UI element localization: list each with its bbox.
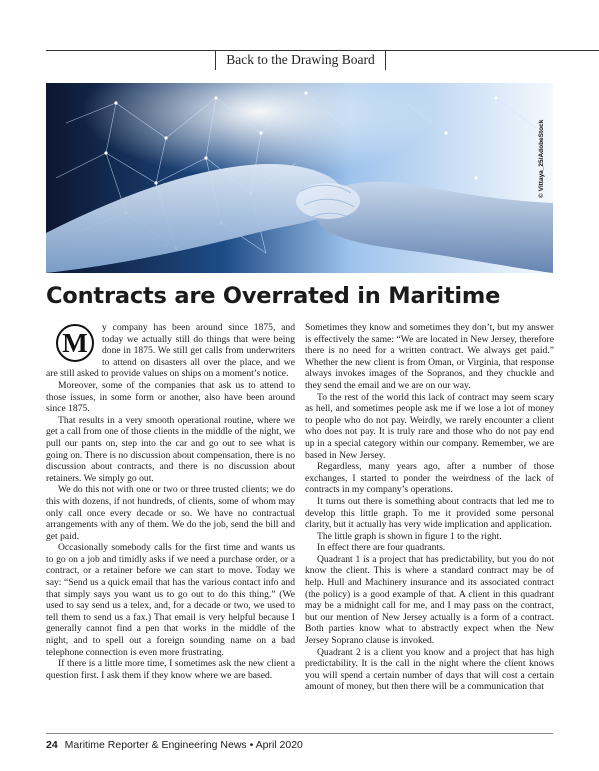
handshake-illustration [46,83,553,273]
page-footer [46,739,303,751]
footer-rule [46,733,553,734]
paragraph: That results in a very smooth operational routine, where we get a call from one of those clients in the middle of the night, we pull our pants on, step into the car and go out to see what is going on. There is no discussion about compensation, there is no discussion about contracts, and there is no discussion about retainers. We simply go out. [46,414,295,484]
photo-credit: © Vittaya_25/AdobeStock [538,119,545,198]
paragraph: We do this not with one or two or three trusted clients; we do this with dozens, if not hundreds, of clients, some of whom may only call once every decade or so. We have no contractual arrangements with any of them. We do the job, send the bill and get paid. [46,484,295,542]
page-number: 24 [46,739,58,751]
paragraph: To the rest of the world this lack of contract may seem scary as hell, and sometimes people ask me if we lose a lot of money to people who do not pay. Weirdly, we rarely encounter a client who does not pay. It is truly rare and those who do not pay end up in a special category within our company. Remember, we are based in New Jersey. [305,391,554,461]
paragraph: It turns out there is something about contracts that led me to develop this little graph. To me it provided some personal clarity, but it actually has very wide implication and application. [305,495,554,531]
handshake-image [46,83,553,273]
paragraph: Occasionally somebody calls for the first time and wants us to go on a job and timidly asks if we need a purchase order, or a contract, or a retainer before we can start to move. Today we say: “Send us a quick email that has the various contact info and that simply says you want us to go out to do this thing.” (We used to say send us a telex, and, for a decade or two, we used to tell them to send us a fax.) That email is very helpful because I generally cannot find a pen that works in the middle of the night, and to spell out a foreign sounding name on a bad telephone connection is even more frustrating. [46,542,295,658]
article-title: Contracts are Overrated in Maritime [46,283,501,309]
paragraph: y company has been around since 1875, and today we actually still do things that were being done in 1875. We still get calls from underwriters to attend on disasters all over the place, and we are still asked to provide values on ships on a moment’s notice. [46,322,295,380]
article-column-right [305,322,554,693]
paragraph: Quadrant 1 is a project that has predictability, but you do not know the client. This is where a standard contract may be of help. Hull and Machinery insurance and its associated contract (the policy) is a good example of that. A client in this quadrant may be a midnight call for me, and I may pass on the contract, but our mention of New Jersey actually is a form of a contract. Both parties know what to abstractly expect when the New Jersey Soprano clause is invoked. [305,553,554,647]
section-label: Back to the Drawing Board [215,50,386,70]
paragraph: Regardless, many years ago, after a number of those exchanges, I started to ponder the weirdness of the lack of contracts in my company’s operations. [305,461,554,496]
paragraph: Moreover, some of the companies that ask us to attend to those issues, in some form or another, also have been around since 1875. [46,379,295,415]
publication-info: Maritime Reporter & Engineering News • April 2020 [64,739,303,751]
dropcap: M [56,324,94,362]
paragraph: Sometimes they know and sometimes they don’t, but my answer is effectively the same: “We are located in New Jersey, therefore there is no need for a written contract. We always get paid.” Whether the new client is from Oman, or Virginia, that response always invokes images of the Sopranos, and they chuckle and they send the email and we are on our way. [305,322,554,391]
article-column-left [46,322,295,681]
paragraph: The little graph is shown in figure 1 to the right. [317,530,502,542]
paragraph: Quadrant 2 is a client you know and a project that has high predictability. It is the call in the night where the client knows you will spend a certain number of days that will cost a certain amount of money, but then there will be a communication that [305,646,554,693]
paragraph: If there is a little more time, I sometimes ask the new client a question first. I ask them if they know where we are based. [46,658,295,681]
paragraph: In effect there are four quadrants. [317,542,446,554]
